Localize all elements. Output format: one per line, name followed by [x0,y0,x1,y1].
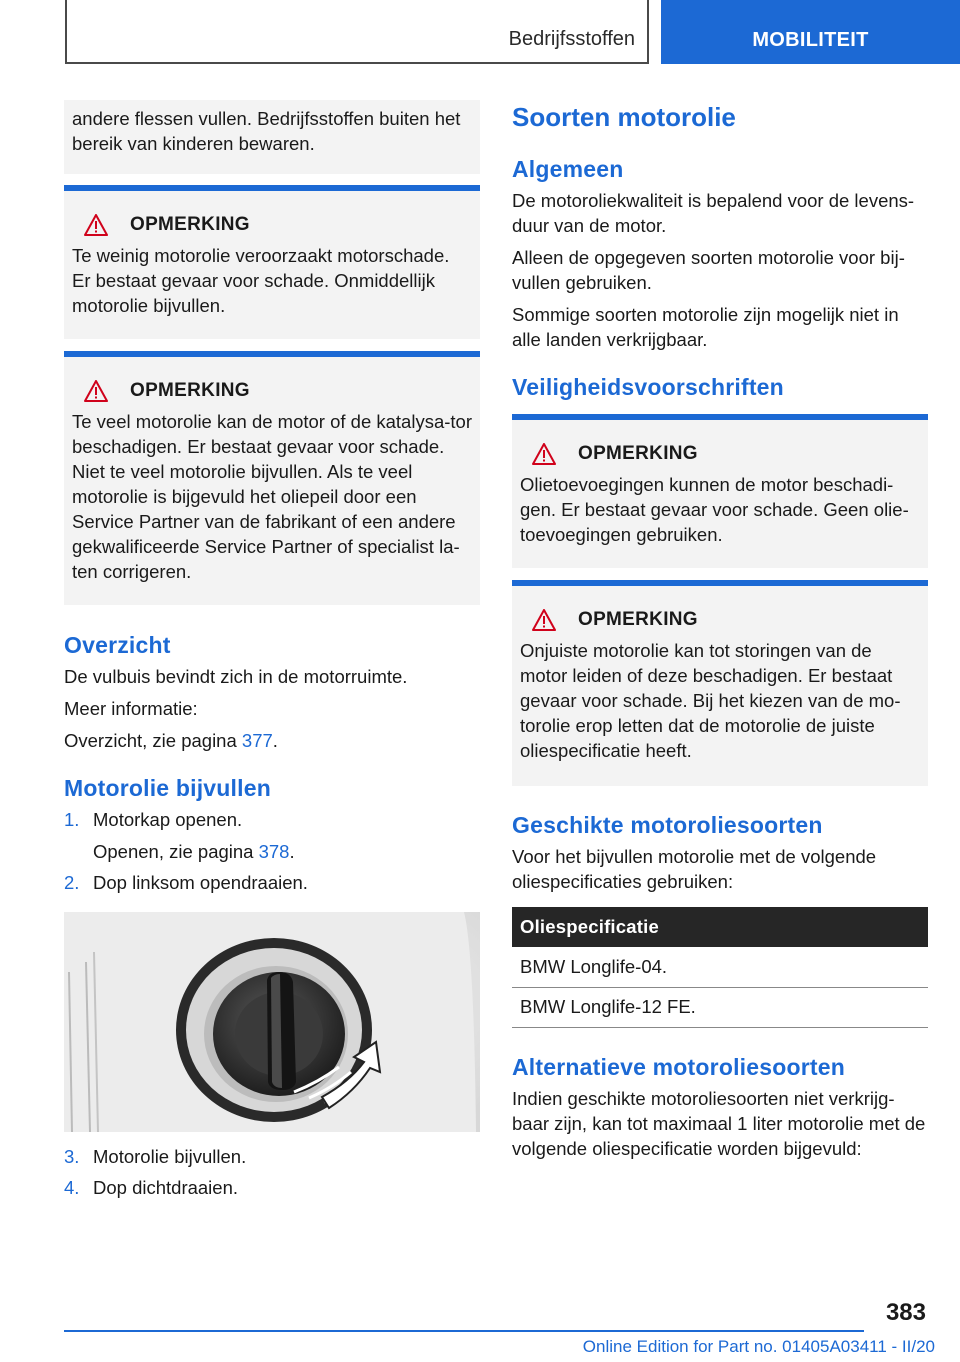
warning-note [64,185,480,339]
note-title: OPMERKING [130,380,250,401]
note-title: OPMERKING [578,443,698,464]
step-item [64,1144,480,1169]
footer-edition: Online Edition for Part no. 01405A03411 - II/20 [582,1337,935,1356]
continued-note-text: andere flessen vullen. Bedrijfsstoffen buiten het bereik van kinderen bewaren. [72,108,461,154]
step-text: Motorolie bijvullen. [93,1146,247,1167]
section-heading-algemeen: Algemeen [512,156,624,182]
header-chapter-tab [661,0,960,64]
note-title: OPMERKING [578,609,698,630]
warning-icon [84,380,108,402]
continued-note [64,100,480,174]
note-text: Onjuiste motorolie kan tot storingen van de motor leiden of deze beschadigen. Er bestaat gevaar voor schade. Bij het kiezen van de mo-torolie erop letten dat de motorolie de juiste oliespecificatie heeft. [520,640,901,761]
oil-filler-cap-photo [64,912,480,1132]
cross-reference: Overzicht, zie pagina 377. [64,730,278,751]
page-link[interactable]: 378 [258,841,290,862]
paragraph: Alleen de opgegeven soorten motorolie voor bij-vullen gebruiken. [512,247,905,293]
step-text: Dop dichtdraaien. [93,1177,239,1198]
footer-divider [64,1330,864,1332]
paragraph: Meer informatie: [64,698,198,719]
warning-icon [84,214,108,236]
step-number: 1. [64,809,80,830]
step-list [64,807,480,895]
table-header-cell: Oliespecificatie [512,907,928,947]
warning-icon [532,443,556,465]
note-title: OPMERKING [130,214,250,235]
warning-note [64,351,480,605]
warning-icon [532,609,556,631]
paragraph: De vulbuis bevindt zich in de motorruimte. [64,666,408,687]
table-cell: BMW Longlife-04. [512,947,928,987]
note-text: Te weinig motorolie veroorzaakt motorschade. Er bestaat gevaar voor schade. Onmiddellijk motorolie bijvullen. [72,245,450,316]
paragraph: Indien geschikte motoroliesoorten niet verkrijg-baar zijn, kan tot maximaal 1 liter motorolie met de volgende oliespecificatie worden bijgevuld: [512,1087,926,1159]
table-header-row [512,907,928,947]
table-cell: BMW Longlife-12 FE. [512,987,928,1027]
oil-spec-table [512,907,928,1028]
oil-filler-cap-image [64,912,480,1132]
page-link[interactable]: 377 [241,730,273,751]
header-chapter-label: MOBILITEIT [752,29,869,51]
step-text: Dop linksom opendraaien. [93,872,308,893]
note-text: Olietoevoegingen kunnen de motor beschadi-gen. Er bestaat gevaar voor schade. Geen olie-toevoegingen gebruiken. [520,474,909,545]
section-heading-geschikt: Geschikte motoroliesoorten [512,812,823,838]
step-item [64,1175,480,1200]
warning-note [512,414,928,568]
table-row [512,947,928,987]
step-number: 2. [64,872,80,893]
right-column [512,100,928,1168]
warning-note [512,580,928,786]
header-section-label: Bedrijfsstoffen [508,28,635,50]
step-text: Motorkap openen. [93,809,243,830]
note-text: Te veel motorolie kan de motor of de katalysa-tor beschadigen. Er bestaat gevaar voor schade. Niet te veel motorolie bijvullen. Als te veel motorolie is bijgevuld het oliepeil door een Service Partner van de fabrikant of een andere gekwalificeerde Service Partner of specialist la-ten corrigeren. [72,411,472,582]
step-number: 3. [64,1146,80,1167]
paragraph: Sommige soorten motorolie zijn mogelijk niet in alle landen verkrijgbaar. [512,304,899,350]
section-heading-alternatief: Alternatieve motoroliesoorten [512,1053,845,1080]
step-number: 4. [64,1177,80,1198]
paragraph: De motoroliekwaliteit is bepalend voor de levens-duur van de motor. [512,190,915,236]
left-column [64,100,480,1206]
step-list [64,1144,480,1200]
step-reference: Openen, zie pagina 378. [93,841,295,862]
page-title: Soorten motorolie [512,102,736,132]
section-heading-veiligheid: Veiligheidsvoorschriften [512,374,784,400]
step-item [64,870,480,895]
section-heading-bijvullen: Motorolie bijvullen [64,775,271,801]
page-number: 383 [885,1299,926,1326]
header-section-tab [65,0,649,64]
paragraph: Voor het bijvullen motorolie met de volgende oliespecificaties gebruiken: [512,846,877,892]
section-heading-overzicht: Overzicht [64,632,171,658]
step-item [64,807,480,864]
table-row [512,987,928,1027]
